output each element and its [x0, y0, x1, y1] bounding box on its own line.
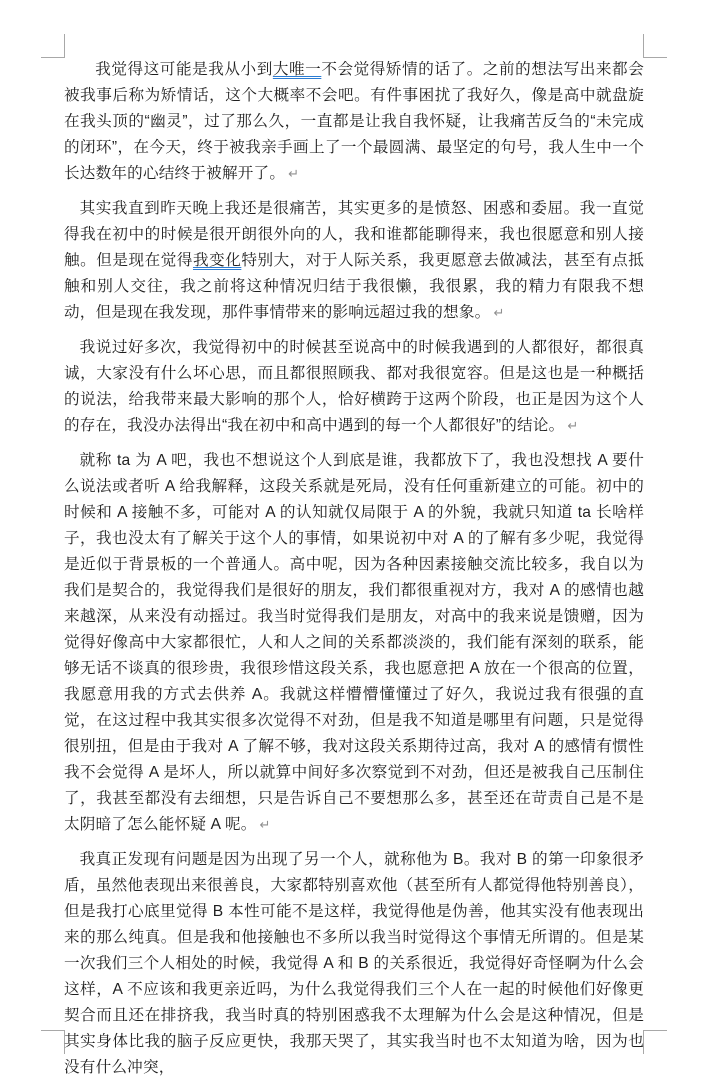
text-run[interactable]: 我真正发现有问题是因为出现了另一个人，就称他为 B。我对 B 的第一印象很矛盾，虽然他表现出来很善良，大家都特别喜欢他（甚至所有人都觉得他特别善良），但是我打心底里觉得 B 本性可能不是这样，我觉得他是伪善，他其实没有他表现出来的那么纯真。但是我和他接触也不多所以我当时觉得这个事情无所谓的。但是某一次我们三个人相处的时候，我觉得 A 和 B 的关系很近，我觉得好奇怪啊为什么会这样，A 不应该和我更亲近吗，为什么我觉得我们三个人在一起的时候他们好像更契合而且还在排挤我，我当时真的特别困惑我不太理解为什么会是这种情况，但是其实身体比我的脑子反应更快，我那天哭了，其实我当时也不太知道为啥，因为也没有什么冲突，	[64, 851, 644, 1076]
paragraph-mark-icon: ↵	[259, 817, 271, 832]
text-boundary-mark-bottom-right	[643, 1030, 667, 1054]
text-run[interactable]: 不会觉得矫情的话了。之前的想法写出来都会被我事后称为矫情话，这个大概率不会吧。有件事困扰了我好久，像是高中就盘旋在我头顶的“幽灵”，过了那么久，一直都是让我自我怀疑，让我痛苦反刍的“未完成的闭环”，在今天，终于被我亲手画上了一个最圆满、最坚定的句号，我人生中一个长达数年的心结终于被解开了。	[64, 61, 644, 182]
grammar-check-underlined-text[interactable]: 大唯一	[272, 61, 322, 78]
text-boundary-mark-top-left	[41, 34, 65, 58]
paragraph[interactable]	[64, 847, 644, 1081]
text-boundary-mark-bottom-left	[41, 1030, 65, 1054]
paragraph[interactable]	[64, 57, 644, 187]
paragraph-mark-icon: ↵	[493, 305, 505, 320]
paragraph[interactable]	[64, 448, 644, 838]
document-text-area[interactable]	[64, 57, 644, 1090]
paragraph-mark-icon: ↵	[567, 418, 579, 433]
paragraph[interactable]	[64, 335, 644, 439]
grammar-check-underlined-text[interactable]: 我变化	[192, 252, 242, 269]
paragraph-mark-icon: ↵	[288, 166, 300, 181]
text-run[interactable]: 特别大，对于人际关系，我更愿意去做减法，甚至有点抵触和别人交往，我之前将这种情况归结于我很懒，我很累，我的精力有限我不想动，但是现在我发现，那件事情带来的影响远超过我的想象。	[64, 252, 644, 321]
text-run[interactable]: 就称 ta 为 A 吧，我也不想说这个人到底是谁，我都放下了，我也没想找 A 要什么说法或者听 A 给我解释，这段关系就是死局，没有任何重新建立的可能。初中的时候和 A 接触不多，可能对 A 的认知就仅局限于 A 的外貌，我就只知道 ta 长啥样子，我也没太有了解关于这个人的事情，如果说初中对 A 的了解有多少呢，我觉得是近似于背景板的一个普通人。高中呢，因为各种因素接触交流比较多，我自以为我们是契合的，我觉得我们是很好的朋友，我们都很重视对方，我对 A 的感情也越来越深，从来没有动摇过。我当时觉得我们是朋友，对高中的我来说是馈赠，因为觉得好像高中大家都很忙，人和人之间的关系都淡淡的，我们能有深刻的联系，能够无话不谈真的很珍贵，我很珍惜这段关系，我也愿意把 A 放在一个很高的位置，我愿意用我的方式去供养 A。我就这样懵懵懂懂过了好久，我说过我有很强的直觉，在这过程中我其实很多次觉得不对劲，但是我不知道是哪里有问题，只是觉得很别扭，但是由于我对 A 了解不够，我对这段关系期待过高，我对 A 的感情有惯性我不会觉得 A 是坏人，所以就算中间好多次察觉到不对劲，但还是被我自己压制住了，我甚至都没有去细想，只是告诉自己不要想那么多，甚至还在苛责自己是不是太阴暗了怎么能怀疑 A 呢。	[64, 452, 644, 833]
paragraph[interactable]	[64, 196, 644, 326]
text-run[interactable]: 其实我直到昨天晚上我还是很痛苦，其实更多的是愤怒、困惑和委屈。我一直觉得我在初中的时候是很开朗很外向的人，我和谁都能聊得来，我也很愿意和别人接触。但是现在觉得	[64, 200, 644, 269]
text-boundary-mark-top-right	[643, 34, 667, 58]
text-run[interactable]: 我觉得这可能是我从小到	[95, 61, 273, 78]
text-run[interactable]: 我说过好多次，我觉得初中的时候甚至说高中的时候我遇到的人都很好，都很真诚，大家没有什么坏心思，而且都很照顾我、都对我很宽容。但是这也是一种概括的说法，给我带来最大影响的那个人，恰好横跨于这两个阶段，也正是因为这个人的存在，我没办法得出“我在初中和高中遇到的每一个人都很好”的结论。	[64, 339, 644, 434]
